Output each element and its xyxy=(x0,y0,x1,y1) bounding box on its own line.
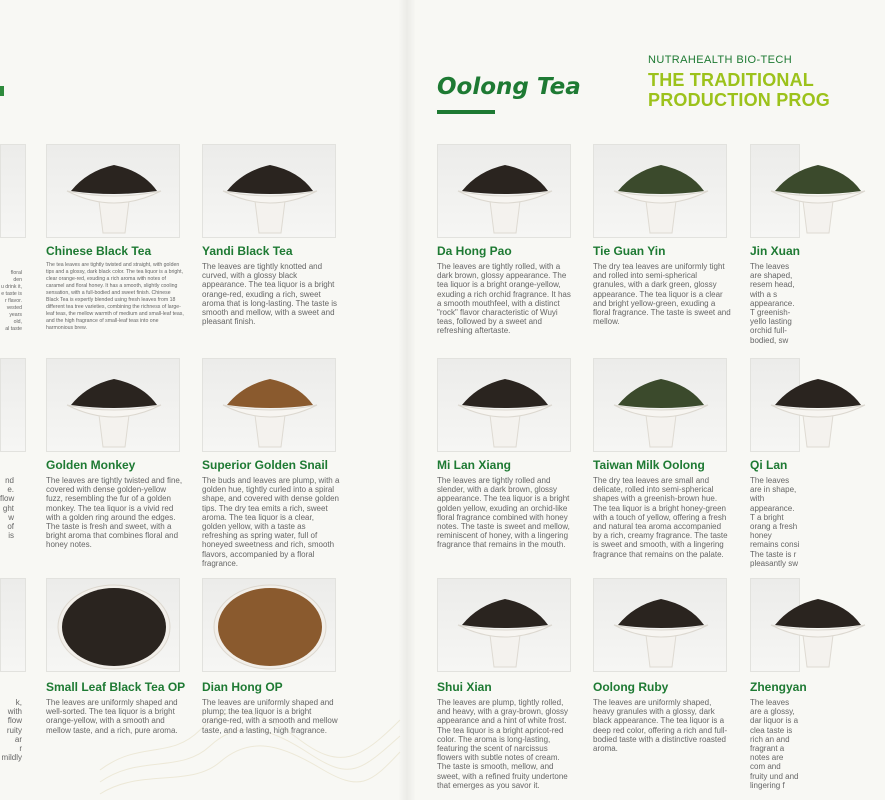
tea-dish-image xyxy=(47,579,181,673)
tea-description: The leaves are tightly rolled and slender, with a dark brown, glossy appearance. The tea liquor is a bright golden yellow, exuding an orchid-like floral fragrance combined with honey notes. The taste is sweet and mellow, reminiscent of honey, with a lingering fragrance that remains in the mouth. xyxy=(437,476,570,550)
tea-leaves xyxy=(62,588,166,666)
tea-photo xyxy=(202,144,336,238)
tea-dish-image xyxy=(751,145,885,239)
tea-name: Chinese Black Tea xyxy=(46,244,152,258)
partial-description-fragment: nd e. flow ght w of is xyxy=(0,476,15,541)
tea-leaves xyxy=(71,379,157,408)
dish-stand xyxy=(490,415,520,447)
tea-photo xyxy=(437,578,571,672)
dish-stand xyxy=(646,415,676,447)
tea-leaves xyxy=(462,599,548,628)
tea-description: The dry tea leaves are uniformly tight and rolled into semi-spherical granules, with a dark green, glossy appearance. The tea liquor is a clear and bright yellow-green, exuding a floral fragrance. The taste is sweet and mellow. xyxy=(593,262,731,327)
tea-photo xyxy=(437,358,571,452)
tea-dish-image xyxy=(438,359,572,453)
dish-stand xyxy=(490,635,520,667)
dish-stand xyxy=(646,635,676,667)
tea-leaves xyxy=(618,165,704,194)
tea-dish-image xyxy=(594,145,728,239)
tea-photo xyxy=(437,144,571,238)
tea-description: The leaves are shaped, resem head, with a s appearance. T greenish-yello lasting orchid full-bodied, sw xyxy=(750,262,795,345)
tea-leaves xyxy=(618,379,704,408)
tea-photo xyxy=(593,578,727,672)
tea-leaves xyxy=(775,599,861,628)
tea-leaves xyxy=(462,379,548,408)
tea-description: The leaves are uniformly shaped and plump; the tea liquor is a bright orange-red, with a smooth and mellow taste, and a lasting, high fragrance. xyxy=(202,698,338,735)
tea-description: The leaves are tightly knotted and curved, with a glossy black appearance. The tea liquor is a bright orange-red, exuding a rich, sweet aroma that is long-lasting. The taste is smooth and mellow, with a sweet and pleasant finish. xyxy=(202,262,338,327)
tea-name: Mi Lan Xiang xyxy=(437,458,512,472)
tea-name: Zhengyan xyxy=(750,680,807,694)
section-title: Oolong Tea xyxy=(437,74,581,100)
tea-dish-image xyxy=(203,359,337,453)
tea-photo xyxy=(202,358,336,452)
dish-stand xyxy=(646,201,676,233)
tea-description: The tea leaves are tightly twisted and straight, with golden tips and a glossy, dark black color. The tea liquor is a bright, clear orange-red, exuding a rich aroma with notes of caramel and floral honey. It has a smooth, slightly cooling sensation, with a full-bodied and sweet finish. Chinese Black Tea is expertly blended using fresh leaves from 18 different tea tree varieties, combining the richness of large-leaf teas, the mellow warmth of medium and small-leaf teas, and the high fragrance of small-leaf teas into one harmonious brew. xyxy=(46,262,184,331)
tea-name: Qi Lan xyxy=(750,458,788,472)
page-fold xyxy=(398,0,416,800)
tea-photo xyxy=(46,358,180,452)
tea-name: Tie Guan Yin xyxy=(593,244,666,258)
tea-dish-image xyxy=(751,579,885,673)
tea-photo xyxy=(46,578,180,672)
partial-description-fragment: k, with flow ruity ar r mildly xyxy=(1,698,22,763)
tea-dish-image xyxy=(594,579,728,673)
banner-line-2: PRODUCTION PROG xyxy=(648,90,831,110)
tea-name: Small Leaf Black Tea OP xyxy=(46,680,186,694)
tea-photo xyxy=(202,578,336,672)
tea-photo xyxy=(750,358,800,452)
tea-description: The leaves are in shape, with appearance. T a bright orang a fresh honey remains consi The taste is r pleasantly sw xyxy=(750,476,800,568)
tea-photo xyxy=(46,144,180,238)
company-name: NUTRAHEALTH BIO-TECH xyxy=(648,54,793,66)
dish-stand xyxy=(99,415,129,447)
partial-description-fragment: floral den u drink it, e taste is r flavor. vested years old, al taste xyxy=(0,270,22,332)
dish-stand xyxy=(803,415,833,447)
tea-dish-image xyxy=(751,359,885,453)
left-page-accent-mark xyxy=(0,86,4,96)
tea-leaves xyxy=(462,165,548,194)
dish-stand xyxy=(99,201,129,233)
tea-dish-image xyxy=(438,145,572,239)
dish-stand xyxy=(803,201,833,233)
tea-name: Golden Monkey xyxy=(46,458,136,472)
dish-stand xyxy=(255,201,285,233)
dish-stand xyxy=(803,635,833,667)
tea-photo-partial xyxy=(0,144,26,238)
tea-photo-partial xyxy=(0,578,26,672)
banner-line-1: THE TRADITIONAL xyxy=(648,70,814,90)
tea-name: Shui Xian xyxy=(437,680,492,694)
tea-description: The leaves are uniformly shaped and well-sorted. The tea liquor is a bright orange-yellow, with a smooth and mellow taste, and a rich, pure aroma. xyxy=(46,698,178,735)
tea-name: Yandi Black Tea xyxy=(202,244,293,258)
tea-leaves xyxy=(218,588,322,666)
tea-description: The buds and leaves are plump, with a golden hue, tightly curled into a spiral shape, and covered with dense golden tips. The dry tea emits a rich, sweet aroma. The tea liquor is a clear, golden yellow, with a taste as refreshing as spring water, full of honeyed sweetness and rich, smooth flavors, accompanied by a floral fragrance. xyxy=(202,476,340,568)
tea-leaves xyxy=(227,379,313,408)
title-underline xyxy=(437,110,495,114)
tea-name: Taiwan Milk Oolong xyxy=(593,458,705,472)
tea-description: The leaves are tightly rolled, with a dark brown, glossy appearance. The tea liquor is a bright orange-yellow, exuding a rich orchid fragrance. It has a smooth mouthfeel, with a distinct "rock" flavor characteristic of Wuyi teas, followed by a sweet and refreshing aftertaste. xyxy=(437,262,571,336)
tea-leaves xyxy=(618,599,704,628)
tea-photo xyxy=(750,578,800,672)
tea-photo xyxy=(593,144,727,238)
tea-leaves xyxy=(227,165,313,194)
tea-name: Dian Hong OP xyxy=(202,680,283,694)
tea-name: Superior Golden Snail xyxy=(202,458,329,472)
tea-description: The leaves are a glossy, dar liquor is a clea taste is rich an and fragrant a notes are com and fruity und and lingering f xyxy=(750,698,799,790)
tea-dish-image xyxy=(203,579,337,673)
tea-photo xyxy=(593,358,727,452)
tea-name: Jin Xuan xyxy=(750,244,801,258)
dish-stand xyxy=(255,415,285,447)
tea-leaves xyxy=(71,165,157,194)
tea-dish-image xyxy=(438,579,572,673)
tea-dish-image xyxy=(47,359,181,453)
tea-name: Da Hong Pao xyxy=(437,244,512,258)
tea-dish-image xyxy=(47,145,181,239)
tea-description: The leaves are tightly twisted and fine, covered with dense golden-yellow fuzz, resembling the fur of a golden monkey. The tea liquor is a vivid red with a golden ring around the edges. The taste is fresh and sweet, with a bright aroma that combines floral and honey notes. xyxy=(46,476,183,550)
dish-stand xyxy=(490,201,520,233)
tea-description: The leaves are plump, tightly rolled, and heavy, with a gray-brown, glossy appearance and a hint of white frost. The tea liquor is a bright apricot-red color. The aroma is long-lasting, featuring the scent of narcissus flowers with subtle notes of cream. The taste is smooth, mellow, and sweet, with a refined fruity undertone that emerges as you savor it. xyxy=(437,698,569,790)
tea-dish-image xyxy=(594,359,728,453)
tea-name: Oolong Ruby xyxy=(593,680,669,694)
tea-description: The dry tea leaves are small and delicate, rolled into semi-spherical shapes with a greenish-brown hue. The tea liquor is a bright honey-green with a touch of yellow, offering a fresh and natural tea aroma accompanied by a rich, creamy fragrance. The taste is sweet and smooth, with a lingering fragrance that remains on the palate. xyxy=(593,476,728,559)
tea-photo xyxy=(750,144,800,238)
tea-dish-image xyxy=(203,145,337,239)
tea-leaves xyxy=(775,379,861,408)
tea-leaves xyxy=(775,165,861,194)
tea-description: The leaves are uniformly shaped, heavy granules with a glossy, dark black appearance. The tea liquor is a deep red color, offering a rich and full-bodied taste with a distinctive roasted aroma. xyxy=(593,698,728,754)
tea-photo-partial xyxy=(0,358,26,452)
